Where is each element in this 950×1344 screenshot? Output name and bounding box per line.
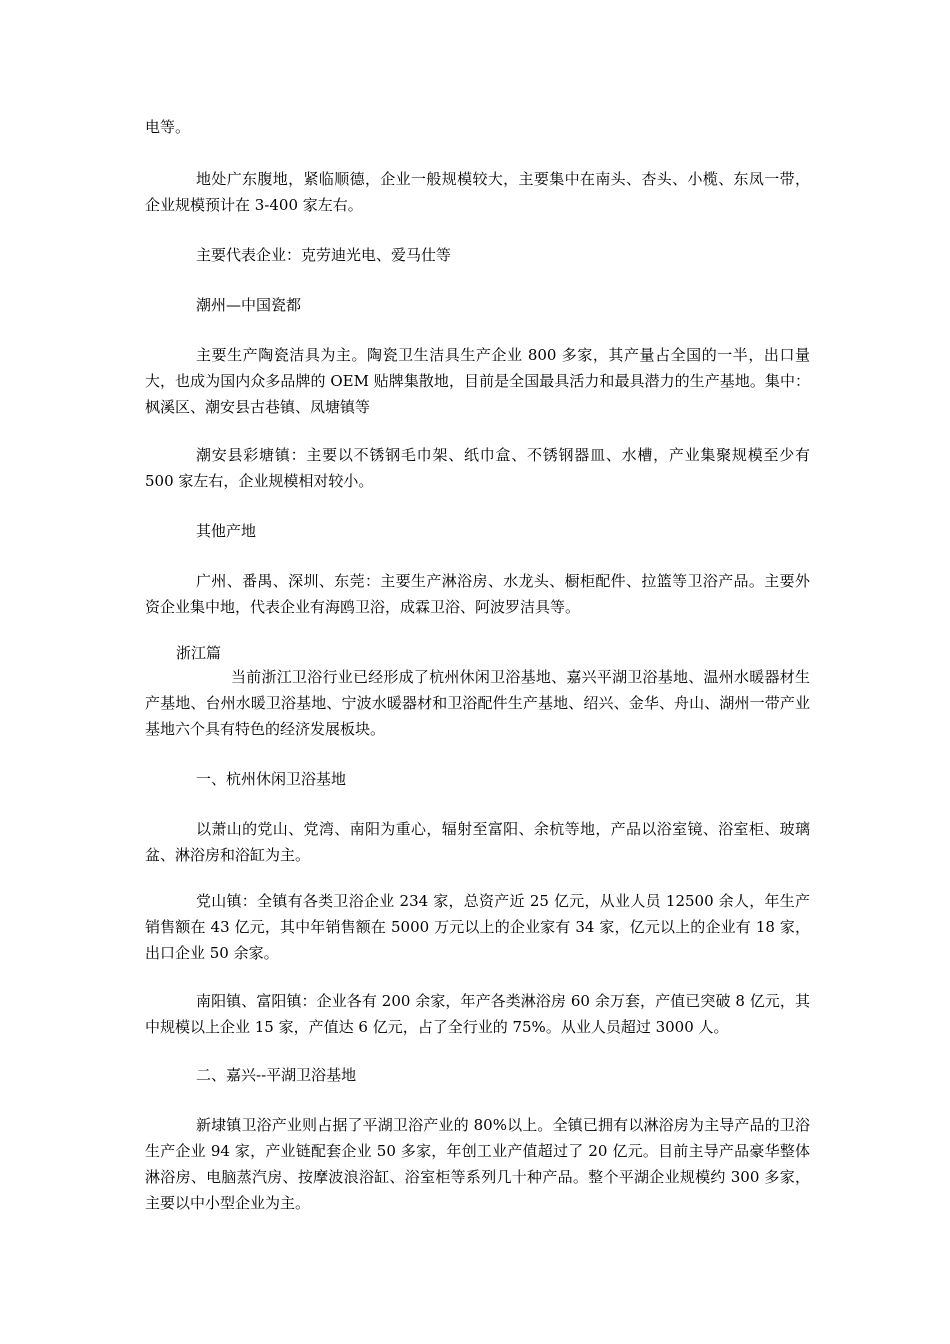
paragraph-continuation: 电等。 [145, 118, 191, 136]
paragraph-guangzhou-region: 广州、番禺、深圳、东莞：主要生产淋浴房、水龙头、橱柜配件、拉篮等卫浴产品。主要外资企业集中地，代表企业有海鸥卫浴，成霖卫浴、阿波罗洁具等。 [145, 572, 810, 616]
paragraph-xiaoshan: 以萧山的党山、党湾、南阳为重心，辐射至富阳、余杭等地，产品以浴室镜、浴室柜、玻璃盆、淋浴房和浴缸为主。 [145, 820, 810, 864]
heading-zhejiang: 浙江篇 [176, 644, 222, 662]
paragraph-nanyang-fuyang: 南阳镇、富阳镇：企业各有 200 余家，年产各类淋浴房 60 余万套，产值已突破 8 亿元，其中规模以上企业 15 家，产值达 6 亿元，占了全行业的 75%。从业人员超过 3000 人。 [145, 992, 810, 1036]
paragraph-representative-enterprises: 主要代表企业：克劳迪光电、爱马仕等 [196, 246, 452, 264]
paragraph-chaozhou-ceramics: 主要生产陶瓷洁具为主。陶瓷卫生洁具生产企业 800 多家，其产量占全国的一半，出口量大，也成为国内众多品牌的 OEM 贴牌集散地，目前是全国最具活力和最具潜力的生产基地。集中：枫溪区、潮安县古巷镇、凤塘镇等 [145, 346, 810, 416]
paragraph-caitang-town: 潮安县彩塘镇：主要以不锈钢毛巾架、纸巾盒、不锈钢器皿、水槽，产业集聚规模至少有 500 家左右，企业规模相对较小。 [145, 446, 810, 490]
paragraph-xindai-town: 新埭镇卫浴产业则占据了平湖卫浴产业的 80%以上。全镇已拥有以淋浴房为主导产品的卫浴生产企业 94 家，产业链配套企业 50 多家，年创工业产值超过了 20 亿元。目前主导产品豪华整体淋浴房、电脑蒸汽房、按摩波浪浴缸、浴室柜等系列几十种产品。整个平湖企业规模约 300 多家，主要以中小型企业为主。 [145, 1116, 810, 1212]
heading-jiaxing-pinghu: 二、嘉兴--平湖卫浴基地 [196, 1066, 357, 1084]
paragraph-guangdong-hinterland: 地处广东腹地，紧临顺德，企业一般规模较大，主要集中在南头、杏头、小榄、东凤一带，企业规模预计在 3-400 家左右。 [145, 170, 810, 214]
heading-chaozhou: 潮州—中国瓷都 [196, 296, 302, 314]
paragraph-dangshan-town: 党山镇：全镇有各类卫浴企业 234 家，总资产近 25 亿元，从业人员 12500 余人，年生产销售额在 43 亿元，其中年销售额在 5000 万元以上的企业家有 34 家，亿元以上的企业有 18 家，出口企业 50 余家。 [145, 892, 810, 962]
paragraph-zhejiang-overview: 当前浙江卫浴行业已经形成了杭州休闲卫浴基地、嘉兴平湖卫浴基地、温州水暖器材生产基地、台州水暖卫浴基地、宁波水暖器材和卫浴配件生产基地、绍兴、金华、舟山、湖州一带产业基地六个具有特色的经济发展板块。 [145, 668, 810, 738]
heading-hangzhou-base: 一、杭州休闲卫浴基地 [196, 770, 347, 788]
heading-other-regions: 其他产地 [196, 522, 257, 540]
